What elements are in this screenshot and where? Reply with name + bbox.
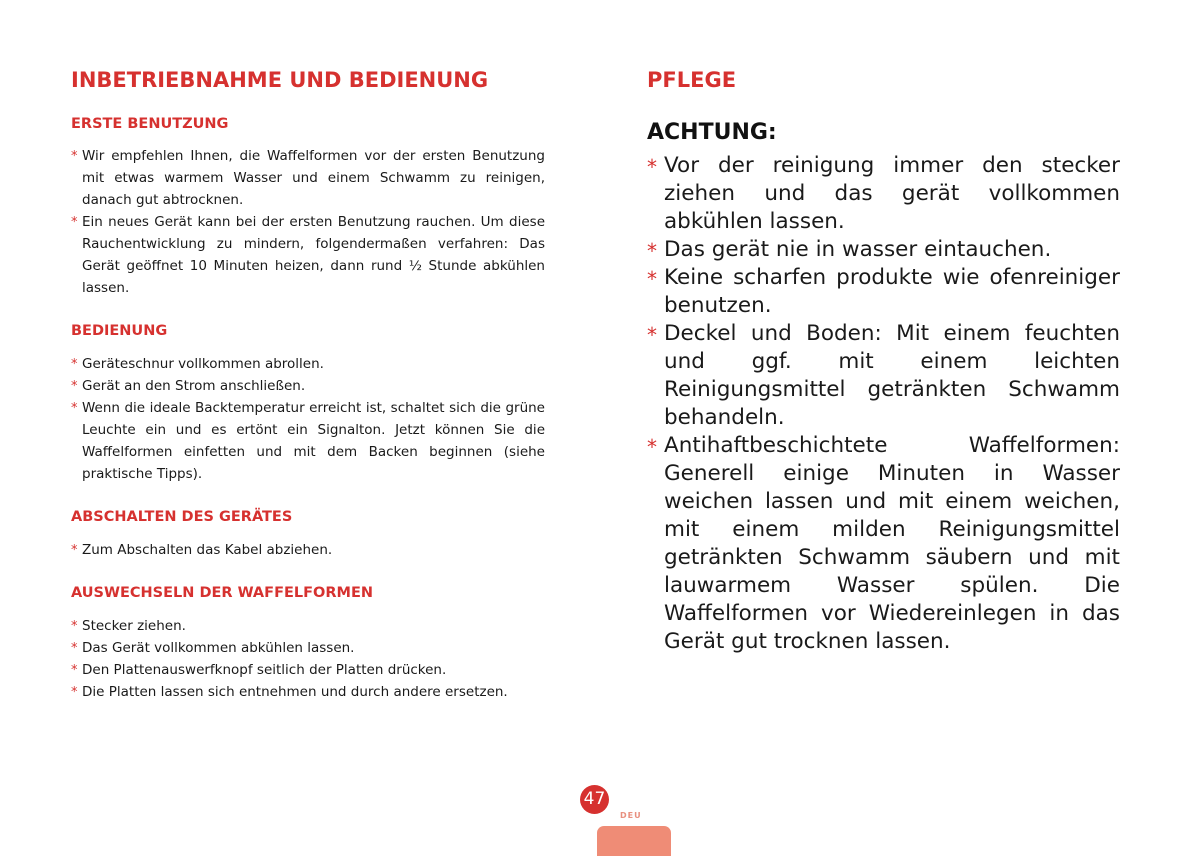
list-item: * Wenn die ideale Backtemperatur erreicht ist, schaltet sich die grüne Leuchte ein und es ertönt ein Signalton. Jetzt können Sie die Waffelformen einfetten und mit dem Backen beginnen (siehe praktische Tipps). <box>71 400 545 482</box>
language-label: DEU <box>620 811 642 820</box>
list-erste-benutzung <box>71 145 545 299</box>
asterisk-icon: * <box>71 149 78 164</box>
main-title-pflege: PFLEGE <box>647 68 737 92</box>
list-item: * Die Platten lassen sich entnehmen und durch andere ersetzen. <box>71 681 545 703</box>
list-item: * Stecker ziehen. <box>71 615 545 637</box>
asterisk-icon: * <box>71 401 78 416</box>
asterisk-icon: * <box>71 685 78 700</box>
section-heading-abschalten: ABSCHALTEN DES GERÄTES <box>71 509 293 525</box>
list-auswechseln <box>71 615 545 703</box>
asterisk-icon: * <box>647 435 657 459</box>
asterisk-icon: * <box>71 215 78 230</box>
list-item: * Den Plattenauswerfknopf seitlich der Platten drücken. <box>71 659 545 681</box>
list-item: * Das Gerät vollkommen abkühlen lassen. <box>71 637 545 659</box>
list-item: * Zum Abschalten das Kabel abziehen. <box>71 539 545 561</box>
list-item: * Deckel und Boden: Mit einem feuchten und ggf. mit einem leichten Reinigungsmittel getränkten Schwamm behandeln. <box>647 321 1120 430</box>
asterisk-icon: * <box>647 155 657 179</box>
page-number-badge: 47 <box>580 785 609 814</box>
asterisk-icon: * <box>71 543 78 558</box>
asterisk-icon: * <box>647 267 657 291</box>
section-heading-auswechseln: AUSWECHSELN DER WAFFELFORMEN <box>71 585 373 601</box>
list-item: * Wir empfehlen Ihnen, die Waffelformen vor der ersten Benutzung mit etwas warmem Wasser und einem Schwamm zu reinigen, danach gut abtrocknen. <box>71 148 545 208</box>
asterisk-icon: * <box>71 357 78 372</box>
list-pflege <box>647 152 1120 656</box>
list-item: * Gerät an den Strom anschließen. <box>71 375 545 397</box>
section-heading-erste-benutzung: ERSTE BENUTZUNG <box>71 116 229 132</box>
list-item: * Vor der reinigung immer den stecker ziehen und das gerät vollkommen abkühlen lassen. <box>647 153 1120 234</box>
list-bedienung <box>71 353 545 485</box>
left-column <box>71 66 545 703</box>
asterisk-icon: * <box>71 663 78 678</box>
main-title-inbetriebnahme: INBETRIEBNAHME UND BEDIENUNG <box>71 68 489 92</box>
list-abschalten <box>71 539 545 561</box>
list-item: * Antihaftbeschichtete Waffelformen: Generell einige Minuten in Wasser weichen lassen und mit einem weichen, mit einem milden Reinigungsmittel getränkten Schwamm säubern und mit lauwarmem Wasser spülen. Die Waffelformen vor Wiedereinlegen in das Gerät gut trocknen lassen. <box>647 433 1120 654</box>
section-heading-bedienung: BEDIENUNG <box>71 323 168 339</box>
list-item: * Geräteschnur vollkommen abrollen. <box>71 353 545 375</box>
asterisk-icon: * <box>647 239 657 263</box>
asterisk-icon: * <box>71 619 78 634</box>
asterisk-icon: * <box>647 323 657 347</box>
right-column <box>647 66 1120 656</box>
language-tab <box>597 826 671 856</box>
list-item: * Keine scharfen produkte wie ofenreiniger benutzen. <box>647 265 1120 318</box>
list-item: * Ein neues Gerät kann bei der ersten Benutzung rauchen. Um diese Rauchentwicklung zu mindern, folgendermaßen verfahren: Das Gerät geöffnet 10 Minuten heizen, dann rund ½ Stunde abkühlen lassen. <box>71 214 545 296</box>
asterisk-icon: * <box>71 641 78 656</box>
asterisk-icon: * <box>71 379 78 394</box>
list-item: * Das gerät nie in wasser eintauchen. <box>647 237 1052 263</box>
warning-heading: ACHTUNG: <box>647 120 777 145</box>
